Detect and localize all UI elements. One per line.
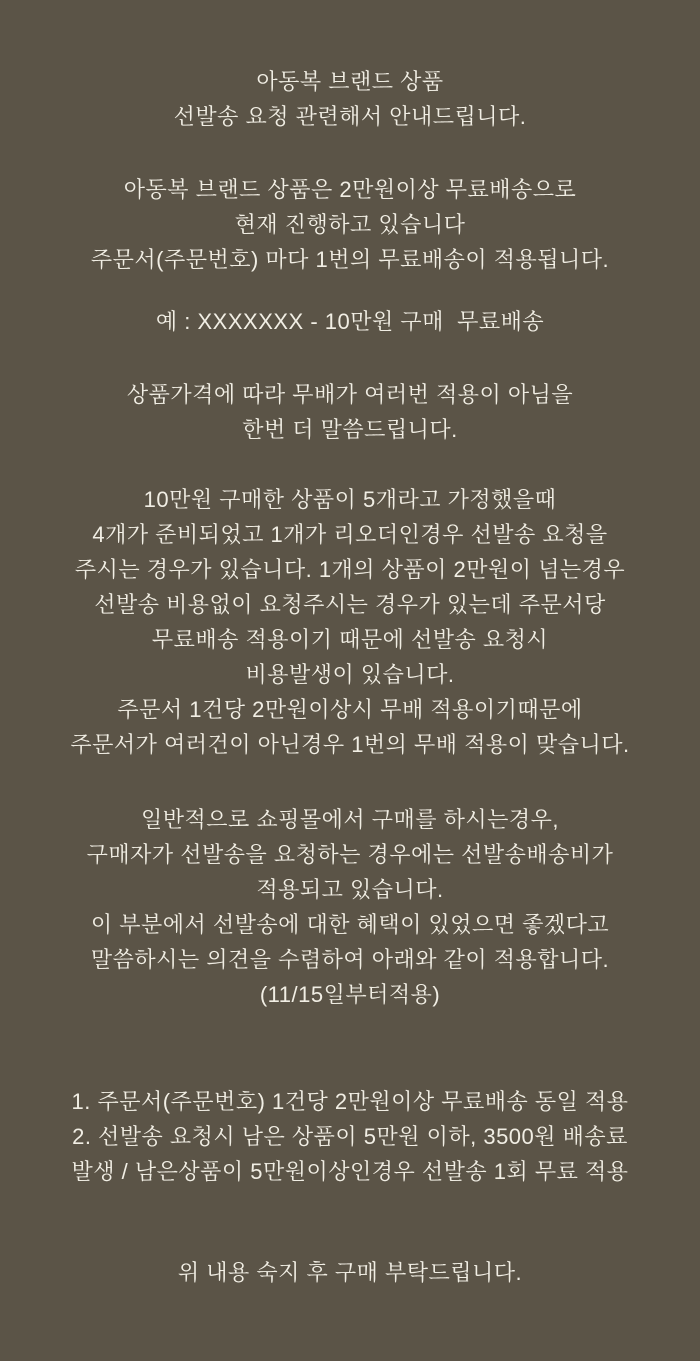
notice-line: 이 부분에서 선발송에 대한 혜택이 있었으면 좋겠다고: [90, 912, 610, 937]
notice-example-line: 예 : XXXXXXX - 10만원 구매 무료배송: [155, 309, 545, 334]
notice-section-footer: [0, 1255, 700, 1290]
notice-line: 주문서가 여러건이 아닌경우 1번의 무배 적용이 맞습니다.: [70, 732, 630, 757]
notice-section-example: [0, 304, 700, 339]
notice-rule-2-continued-line: 발생 / 남은상품이 5만원이상인경우 선발송 1회 무료 적용: [71, 1159, 629, 1184]
notice-line: 주문서(주문번호) 마다 1번의 무료배송이 적용됩니다.: [90, 247, 610, 272]
notice-section-detail: [0, 482, 700, 762]
notice-line: 아동복 브랜드 상품은 2만원이상 무료배송으로: [123, 177, 577, 202]
notice-line: 현재 진행하고 있습니다: [234, 212, 466, 237]
notice-line: 한번 더 말씀드립니다.: [242, 417, 458, 442]
notice-line: 4개가 준비되었고 1개가 리오더인경우 선발송 요청을: [92, 522, 608, 547]
notice-rule-2-line: 2. 선발송 요청시 남은 상품이 5만원 이하, 3500원 배송료: [72, 1124, 628, 1149]
notice-line: 구매자가 선발송을 요청하는 경우에는 선발송배송비가: [86, 842, 614, 867]
notice-footer-line: 위 내용 숙지 후 구매 부탁드립니다.: [177, 1260, 523, 1285]
notice-line: 주시는 경우가 있습니다. 1개의 상품이 2만원이 넘는경우: [74, 557, 626, 582]
notice-line: 비용발생이 있습니다.: [245, 662, 455, 687]
notice-section-rules: [0, 1084, 700, 1189]
notice-line: 적용되고 있습니다.: [256, 877, 444, 902]
notice-subtitle-line: 선발송 요청 관련해서 안내드립니다.: [173, 104, 527, 129]
notice-line: 주문서 1건당 2만원이상시 무배 적용이기때문에: [117, 697, 583, 722]
notice-section-note: [0, 377, 700, 447]
notice-section-general: [0, 802, 700, 1012]
notice-effective-date-line: (11/15일부터적용): [259, 982, 441, 1007]
notice-section-intro: [0, 64, 700, 134]
notice-line: 상품가격에 따라 무배가 여러번 적용이 아님을: [126, 382, 574, 407]
notice-title-line: 아동복 브랜드 상품: [256, 69, 444, 94]
notice-line: 일반적으로 쇼핑몰에서 구매를 하시는경우,: [141, 807, 559, 832]
notice-section-policy: [0, 172, 700, 277]
notice-line: 10만원 구매한 상품이 5개라고 가정했을때: [143, 487, 557, 512]
notice-line: 무료배송 적용이기 때문에 선발송 요청시: [151, 627, 549, 652]
notice-rule-1-line: 1. 주문서(주문번호) 1건당 2만원이상 무료배송 동일 적용: [71, 1089, 629, 1114]
notice-line: 말씀하시는 의견을 수렴하여 아래와 같이 적용합니다.: [90, 947, 610, 972]
notice-line: 선발송 비용없이 요청주시는 경우가 있는데 주문서당: [94, 592, 606, 617]
